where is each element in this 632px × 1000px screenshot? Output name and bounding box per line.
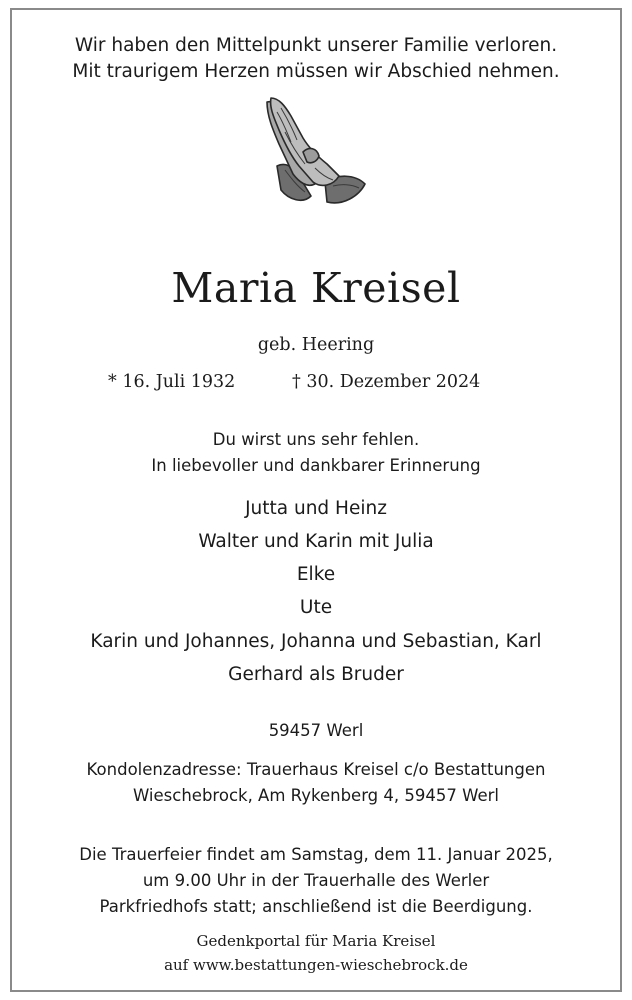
portal-line-1: Gedenkportal für Maria Kreisel <box>196 932 436 950</box>
intro-line-2: Mit traurigem Herzen müssen wir Abschied nehmen. <box>72 61 560 82</box>
service-line-3: Parkfriedhofs statt; anschließend ist die Beerdigung. <box>99 897 533 916</box>
maiden-name: geb. Heering <box>257 335 375 355</box>
mourner-3: Elke <box>296 564 336 585</box>
condolence-line-2: Wieschebrock, Am Rykenberg 4, 59457 Werl <box>132 786 499 805</box>
mourner-5: Karin und Johannes, Johanna und Sebastian, Karl <box>90 631 542 652</box>
portal-link[interactable]: auf www.bestattungen-wieschebrock.de <box>164 956 468 974</box>
condolence-line-1: Kondolenzadresse: Trauerhaus Kreisel c/o Bestattungen <box>86 760 546 779</box>
praying-hands-icon <box>255 96 375 212</box>
service-line-1: Die Trauerfeier findet am Samstag, dem 11. Januar 2025, <box>79 845 553 864</box>
mourner-6: Gerhard als Bruder <box>228 664 404 685</box>
birth-date: * 16. Juli 1932 <box>108 372 236 392</box>
farewell-line-1: Du wirst uns sehr fehlen. <box>212 430 420 449</box>
mourner-4: Ute <box>299 597 333 618</box>
farewell-line-2: In liebevoller und dankbarer Erinnerung <box>151 456 481 475</box>
intro-line-1: Wir haben den Mittelpunkt unserer Familie verloren. <box>74 35 558 56</box>
location: 59457 Werl <box>268 721 364 740</box>
service-line-2: um 9.00 Uhr in der Trauerhalle des Werler <box>142 871 490 890</box>
deceased-name: Maria Kreisel <box>171 264 461 312</box>
death-date: † 30. Dezember 2024 <box>292 372 481 392</box>
mourner-2: Walter und Karin mit Julia <box>198 531 434 552</box>
mourner-1: Jutta und Heinz <box>245 498 387 519</box>
